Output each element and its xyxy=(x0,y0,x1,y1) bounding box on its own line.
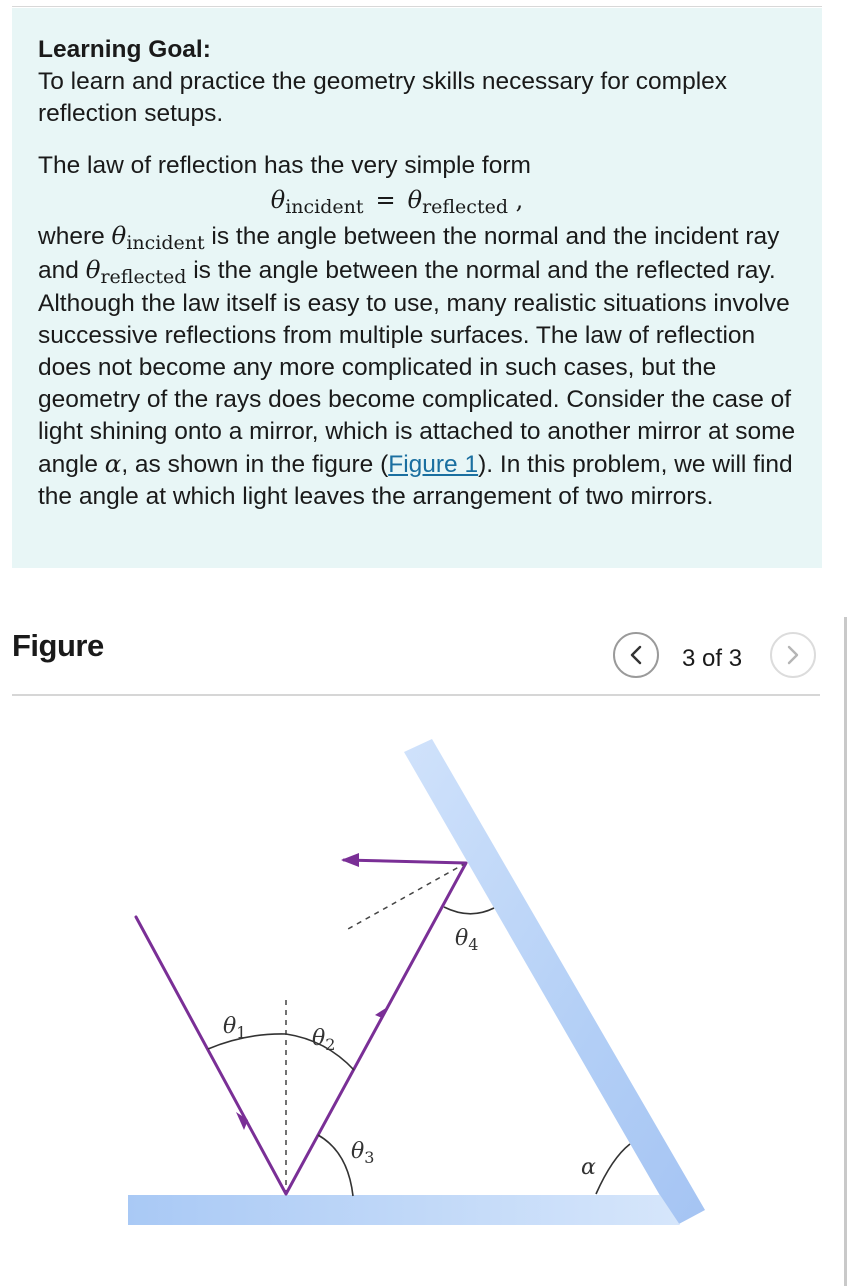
bottom-mirror xyxy=(128,1195,680,1225)
theta-symbol: θ xyxy=(85,255,101,284)
alpha-label: α xyxy=(581,1155,596,1180)
text-part-3: , as shown in the figure ( xyxy=(121,451,389,478)
figure-title: Figure xyxy=(12,628,104,663)
learning-goal-panel xyxy=(12,8,822,568)
chevron-left-icon xyxy=(627,644,645,666)
theta-symbol: θ xyxy=(407,186,423,214)
theta4-label: $\theta_4$ xyxy=(455,926,479,954)
figure-pager: 3 of 3 xyxy=(682,645,743,672)
reflected-subscript: reflected xyxy=(422,196,508,218)
top-divider xyxy=(12,6,822,7)
learning-goal-title: Learning Goal: xyxy=(38,36,211,63)
chevron-right-icon xyxy=(784,644,802,666)
incident-subscript: incident xyxy=(285,196,364,218)
equation-comma: , xyxy=(508,186,524,214)
learning-goal-text: To learn and practice the geometry skills necessary for complex reflection setups. xyxy=(38,68,728,127)
law-explanation-text xyxy=(38,220,796,513)
ray-arrowhead-exit xyxy=(341,853,359,867)
figure-header xyxy=(12,620,822,696)
reflected-subscript: reflected xyxy=(100,266,187,288)
law-intro-text: The law of reflection has the very simple form xyxy=(38,152,531,179)
text-where: where xyxy=(38,223,112,250)
theta2-label: $\theta_2$ xyxy=(312,1026,336,1054)
next-figure-button[interactable] xyxy=(770,632,816,678)
alpha-symbol: α xyxy=(104,449,122,478)
mirror-reflection-figure xyxy=(0,700,840,1286)
reflection-equation xyxy=(38,184,796,218)
text-part-2: is the angle between the normal and the reflected ray. Although the law itself is easy to use, many realistic situations involve successive reflections from multiple surfaces. The law of reflection does not become any more complicated in such cases, but the geometry of the rays does become complicated. Consider the case of light shining onto a mirror, which is attached to another mirror at some angle xyxy=(38,257,796,478)
theta4-arc xyxy=(444,907,494,914)
theta3-label: $\theta_3$ xyxy=(351,1139,375,1167)
alpha-arc xyxy=(596,1144,630,1194)
text-part-4: ). In this problem, we will find the angle at which light leaves the arrangement of two mirrors. xyxy=(38,451,793,510)
text-part-1: is the angle between the normal and the incident ray and xyxy=(38,223,780,284)
theta3-arc xyxy=(318,1135,353,1196)
theta1-label: $\theta_1$ xyxy=(223,1014,247,1042)
previous-figure-button[interactable] xyxy=(613,632,659,678)
figure-1-link[interactable]: Figure 1 xyxy=(388,451,479,478)
theta1-arc xyxy=(208,1034,286,1049)
panel-edge xyxy=(844,617,847,1286)
theta-symbol: θ xyxy=(111,221,127,250)
incident-subscript: incident xyxy=(126,232,205,254)
equals-sign: = xyxy=(375,186,396,214)
theta-symbol: θ xyxy=(270,186,286,214)
slanted-mirror xyxy=(404,739,705,1225)
figure-divider xyxy=(12,694,820,696)
light-ray xyxy=(136,860,466,1194)
